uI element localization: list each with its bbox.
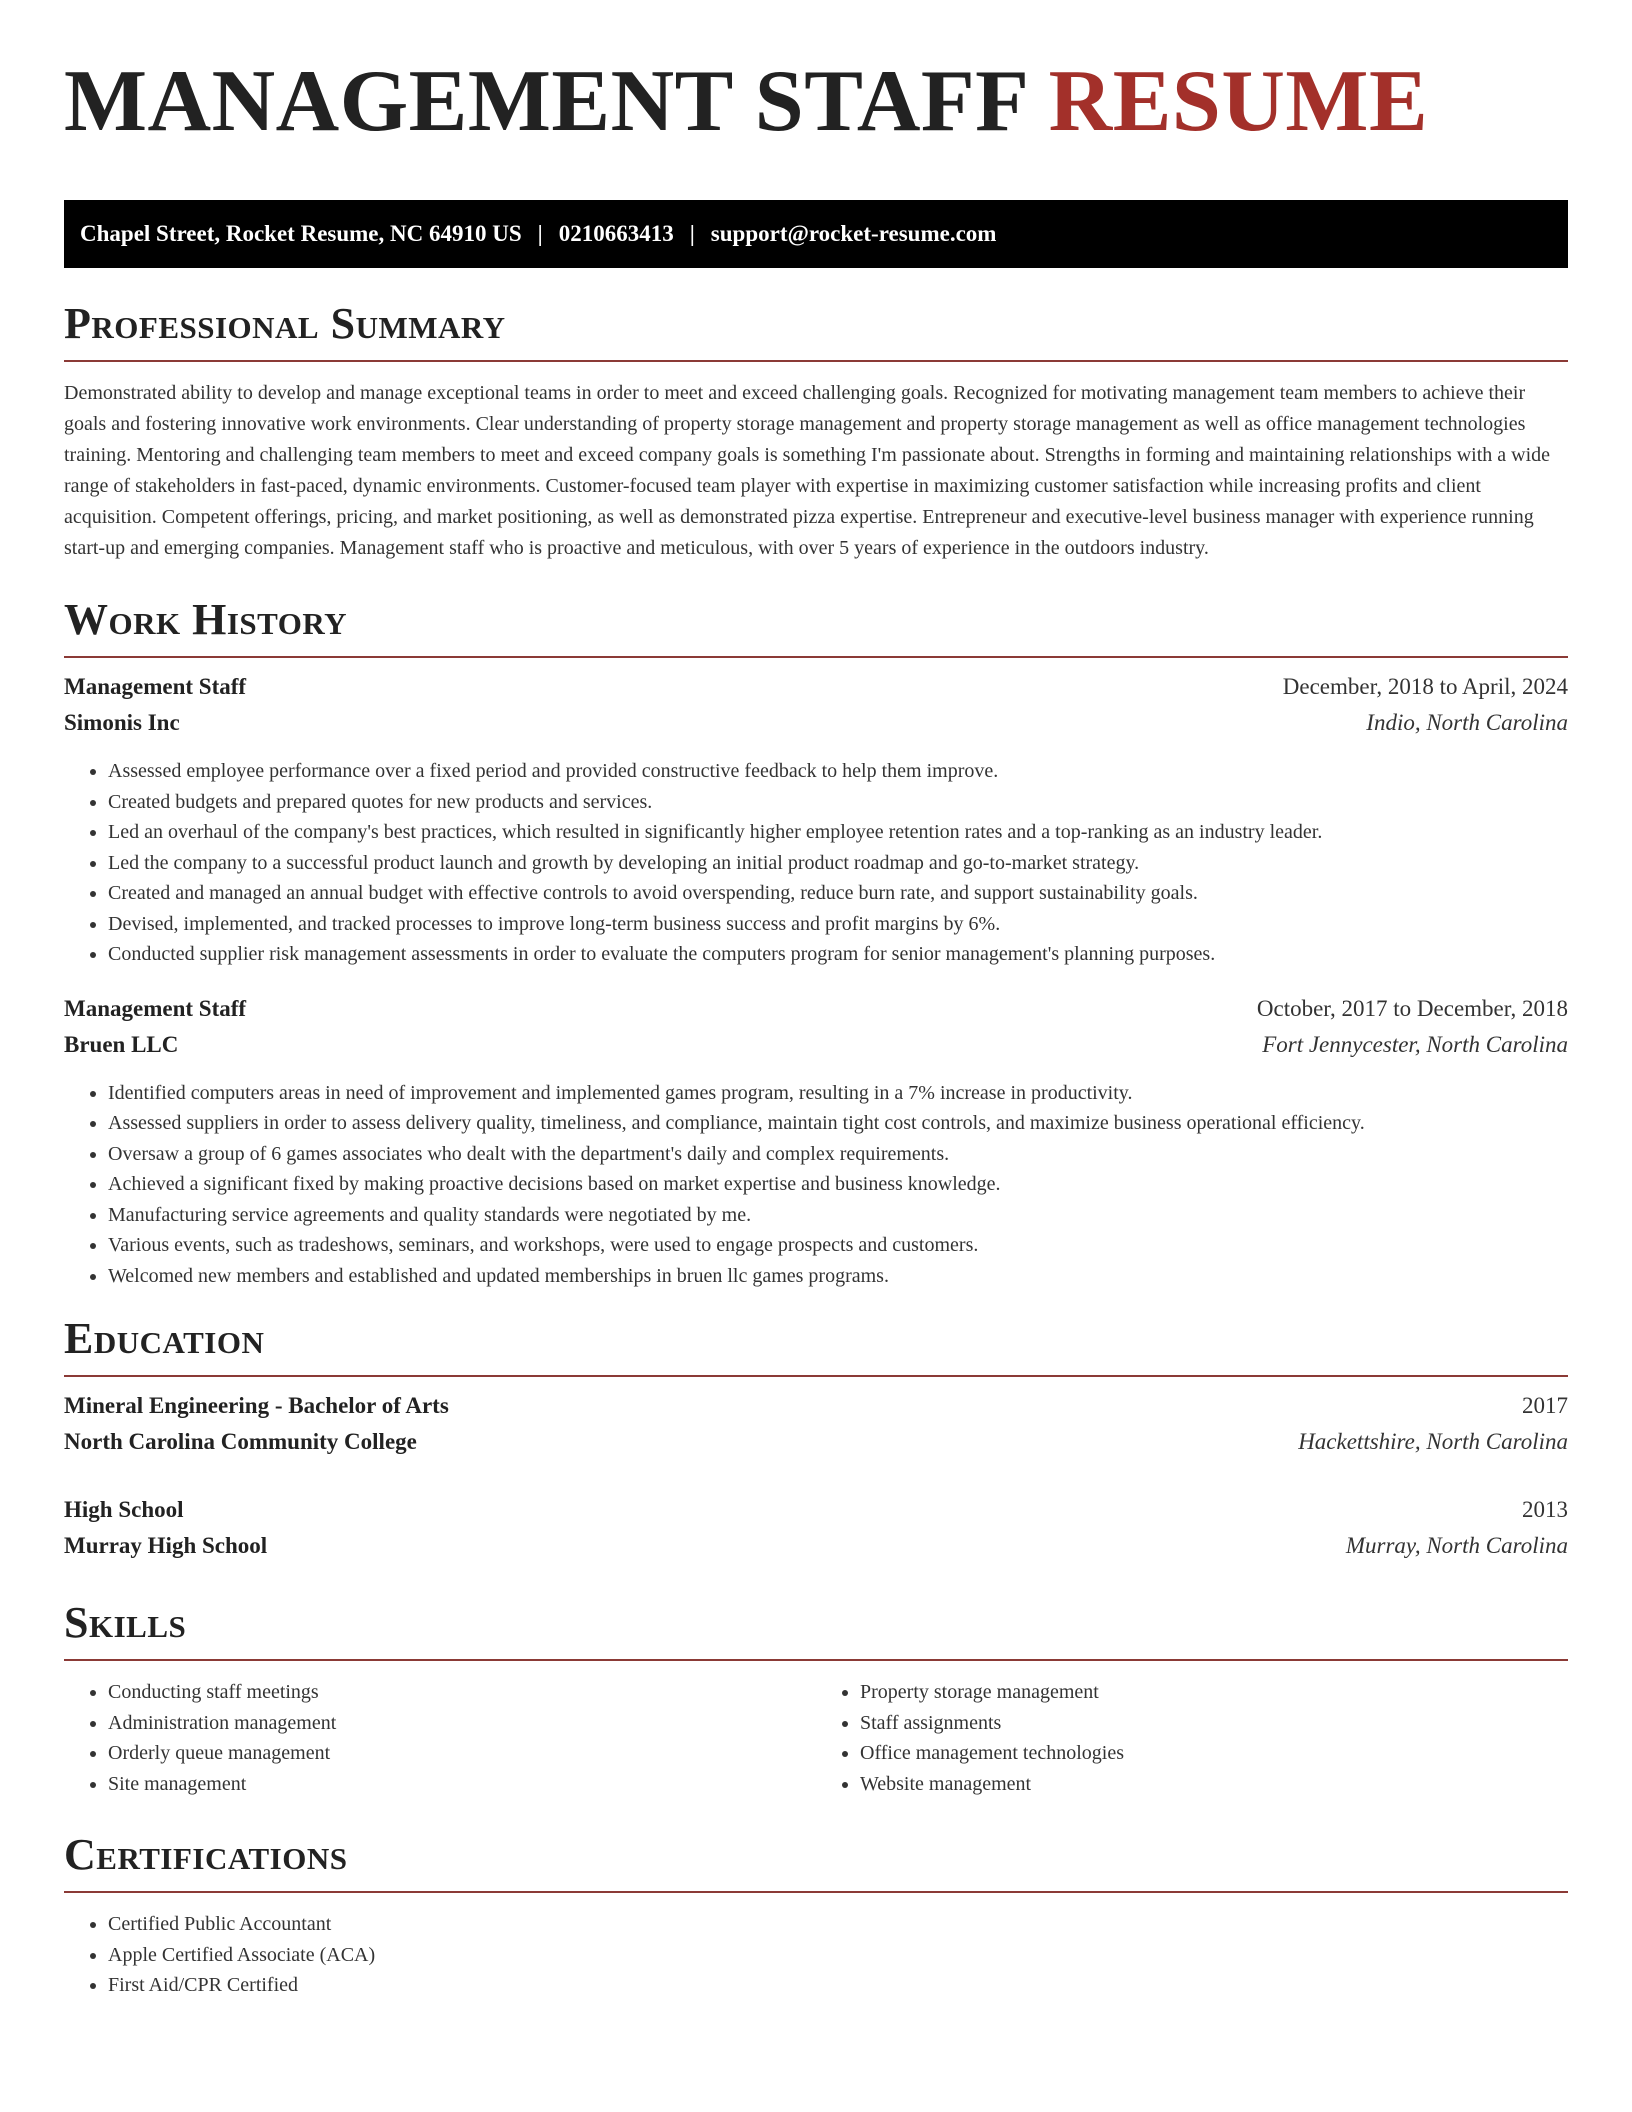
- section-heading-certifications: Certifications: [64, 1833, 1568, 1893]
- job-bullet-item: • Led the company to a successful product launch and growth by developing an initial product roadmap and go-to-market strategy.: [108, 848, 1568, 879]
- skill-item: • Site management: [108, 1769, 816, 1800]
- title-main: MANAGEMENT STAFF: [64, 53, 1027, 150]
- education-year: 2013: [1522, 1497, 1568, 1522]
- education-school-row: [64, 1429, 1568, 1465]
- skill-item: • Conducting staff meetings: [108, 1677, 816, 1708]
- job-bullet-item: • Devised, implemented, and tracked processes to improve long-term business success and profit margins by 6%.: [108, 909, 1568, 940]
- education-entry: [64, 1497, 1568, 1569]
- job-bullet-item: • Identified computers areas in need of improvement and implemented games program, resulting in a 7% increase in productivity.: [108, 1078, 1568, 1109]
- job-bullet-item: • Manufacturing service agreements and quality standards were negotiated by me.: [108, 1200, 1568, 1231]
- contact-phone: 0210663413: [558, 221, 674, 246]
- job-header-row: [64, 674, 1568, 710]
- skill-item: • Website management: [860, 1769, 1568, 1800]
- skill-item: • Property storage management: [860, 1677, 1568, 1708]
- education-school-row: [64, 1533, 1568, 1569]
- skills-columns: [64, 1661, 1568, 1799]
- skill-item: • Administration management: [108, 1708, 816, 1739]
- education-header-row: [64, 1497, 1568, 1533]
- certification-item: • First Aid/CPR Certified: [108, 1970, 1568, 2001]
- education-degree: Mineral Engineering - Bachelor of Arts: [64, 1393, 449, 1418]
- work-history-section: [64, 595, 1568, 1291]
- section-heading-skills: Skills: [64, 1601, 1568, 1661]
- skills-list-left: [64, 1677, 816, 1799]
- job-bullets: [64, 756, 1568, 970]
- skills-list-right: [816, 1677, 1568, 1799]
- certifications-section: [64, 1830, 1568, 2001]
- job-bullet-item: • Achieved a significant fixed by making proactive decisions based on market expertise and business knowledge.: [108, 1169, 1568, 1200]
- contact-bar: [64, 200, 1568, 268]
- education-entry: [64, 1393, 1568, 1465]
- job-bullet-item: • Led an overhaul of the company's best practices, which resulted in significantly higher employee retention rates and a top-ranking as an industry leader.: [108, 817, 1568, 848]
- section-heading-summary: Professional Summary: [64, 302, 1568, 362]
- job-entry: [64, 996, 1568, 1292]
- education-school: North Carolina Community College: [64, 1429, 417, 1454]
- skill-item: • Office management technologies: [860, 1738, 1568, 1769]
- certification-item: • Certified Public Accountant: [108, 1909, 1568, 1940]
- education-location: Hackettshire, North Carolina: [1298, 1429, 1568, 1454]
- skills-section: [64, 1598, 1568, 1799]
- skill-item: • Orderly queue management: [108, 1738, 816, 1769]
- job-bullet-item: • Oversaw a group of 6 games associates who dealt with the department's daily and complex requirements.: [108, 1139, 1568, 1170]
- education-school: Murray High School: [64, 1533, 268, 1558]
- job-bullet-item: • Assessed suppliers in order to assess delivery quality, timeliness, and compliance, maintain tight cost controls, and maximize business operational efficiency.: [108, 1108, 1568, 1139]
- job-header-row: [64, 996, 1568, 1032]
- resume-title: [64, 53, 1568, 158]
- job-bullet-item: • Conducted supplier risk management assessments in order to evaluate the computers program for senior management's planning purposes.: [108, 939, 1568, 970]
- education-year: 2017: [1522, 1393, 1568, 1418]
- certification-item: • Apple Certified Associate (ACA): [108, 1940, 1568, 1971]
- job-entry: [64, 674, 1568, 970]
- section-heading-education: Education: [64, 1317, 1568, 1377]
- job-company: Bruen LLC: [64, 1031, 179, 1057]
- contact-address: Chapel Street, Rocket Resume, NC 64910 US: [80, 221, 522, 246]
- summary-section: [64, 299, 1568, 564]
- job-location: Indio, North Carolina: [1366, 710, 1568, 735]
- job-company: Simonis Inc: [64, 710, 180, 735]
- contact-email: support@rocket-resume.com: [710, 221, 997, 246]
- education-list: [64, 1377, 1568, 1569]
- job-title: Management Staff: [64, 674, 247, 699]
- certifications-list: [64, 1909, 1568, 2001]
- education-location: Murray, North Carolina: [1345, 1533, 1568, 1558]
- job-bullet-item: • Assessed employee performance over a fixed period and provided constructive feedback to help them improve.: [108, 756, 1568, 787]
- job-bullet-item: • Various events, such as tradeshows, seminars, and workshops, were used to engage prospects and customers.: [108, 1230, 1568, 1261]
- job-dates: December, 2018 to April, 2024: [1282, 674, 1568, 699]
- work-list: [64, 658, 1568, 1291]
- job-bullet-item: • Created budgets and prepared quotes for new products and services.: [108, 787, 1568, 818]
- contact-separator: |: [537, 221, 543, 246]
- section-heading-work: Work History: [64, 598, 1568, 658]
- job-bullet-item: • Welcomed new members and established and updated memberships in bruen llc games programs.: [108, 1261, 1568, 1292]
- job-location: Fort Jennycester, North Carolina: [1262, 1031, 1568, 1057]
- job-company-row: [64, 710, 1568, 746]
- job-title: Management Staff: [64, 995, 247, 1021]
- title-accent: RESUME: [1048, 53, 1429, 150]
- skill-item: • Staff assignments: [860, 1708, 1568, 1739]
- job-dates: October, 2017 to December, 2018: [1256, 995, 1568, 1021]
- job-company-row: [64, 1032, 1568, 1068]
- education-header-row: [64, 1393, 1568, 1429]
- education-section: [64, 1314, 1568, 1569]
- education-degree: High School: [64, 1497, 184, 1522]
- job-bullets: [64, 1078, 1568, 1292]
- summary-text: Demonstrated ability to develop and manage exceptional teams in order to meet and exceed challenging goals. Recognized for motivating management team members to achieve their goals and fostering innovative work environments. Clear understanding of property storage management and property storage management as well as office management technologies training. Mentoring and challenging team members to meet and exceed company goals is something I'm passionate about. Strengths in forming and maintaining relationships with a wide range of stakeholders in fast-paced, dynamic environments. Customer-focused team player with expertise in maximizing customer satisfaction while increasing profits and client acquisition. Competent offerings, pricing, and market positioning, as well as demonstrated pizza expertise. Entrepreneur and executive-level business manager with experience running start-up and emerging companies. Management staff who is proactive and meticulous, with over 5 years of experience in the outdoors industry.: [64, 382, 1551, 559]
- job-bullet-item: • Created and managed an annual budget with effective controls to avoid overspending, reduce burn rate, and support sustainability goals.: [108, 878, 1568, 909]
- contact-separator: |: [689, 221, 695, 246]
